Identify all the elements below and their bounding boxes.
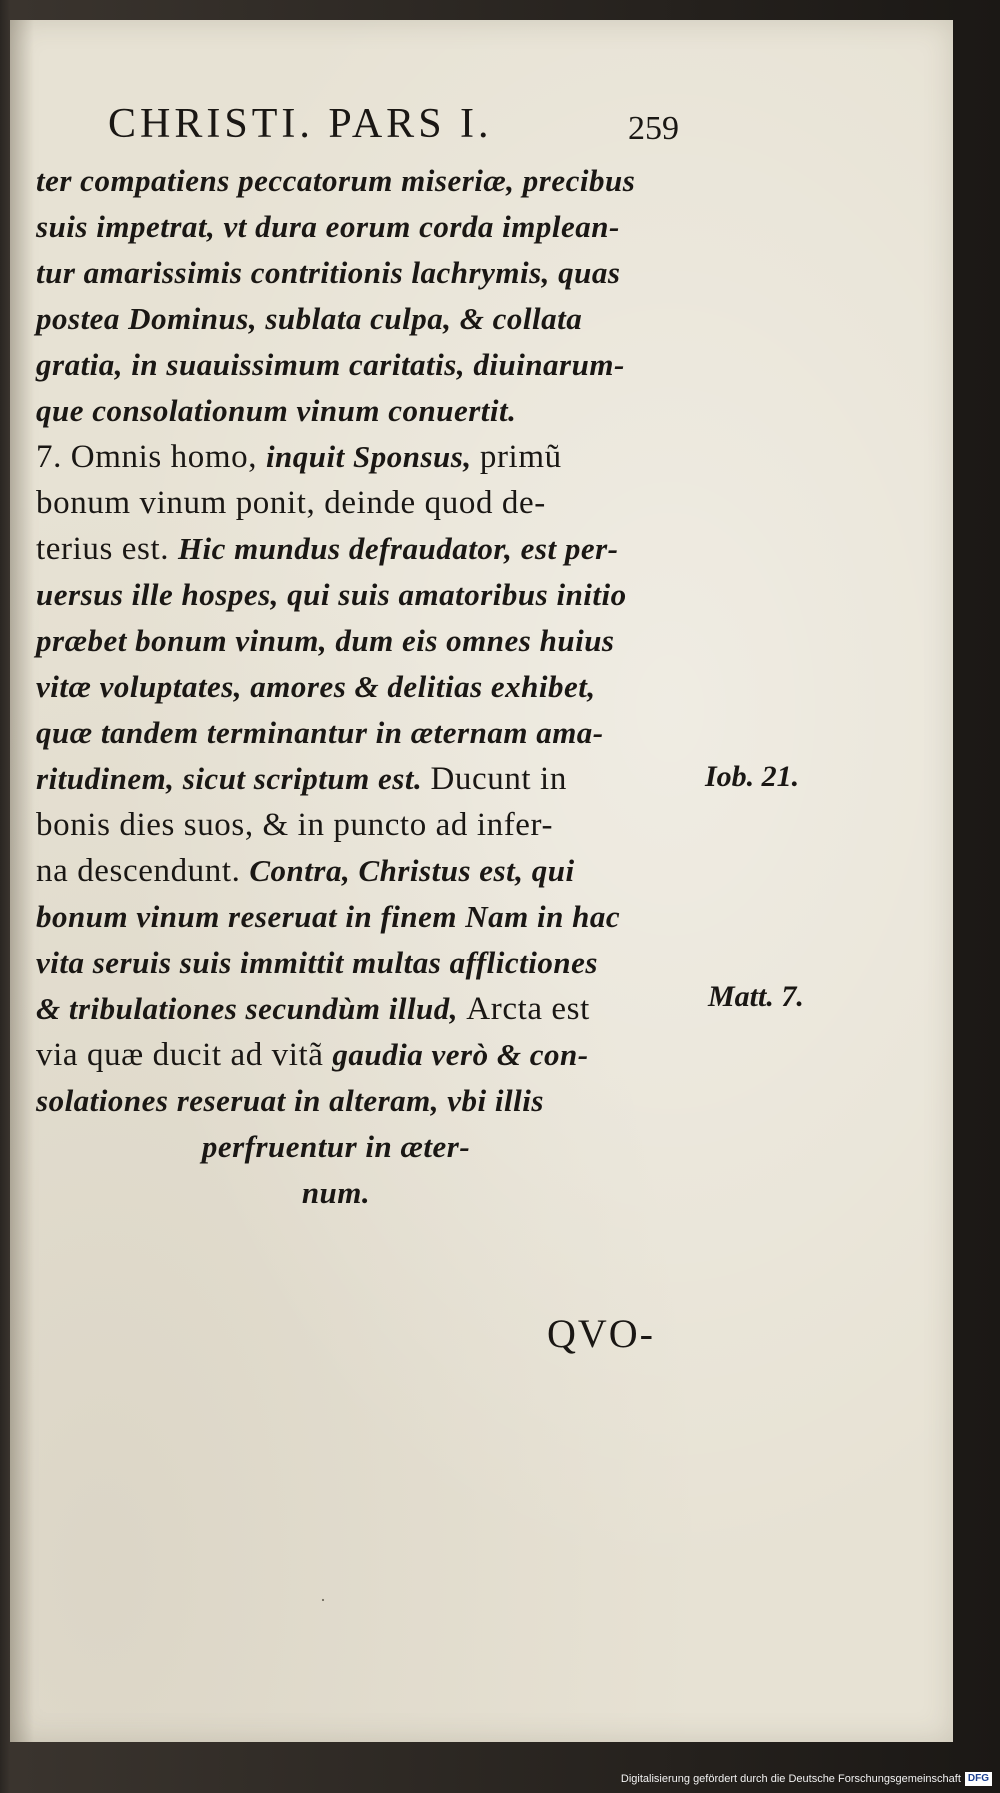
text-line [36,894,696,940]
italic-segment: vita seruis suis immittit multas afflictiones [36,945,598,980]
roman-segment: terius est. [36,531,178,567]
roman-segment: 7. Omnis homo, [36,439,266,475]
text-line [36,618,696,664]
italic-segment: suis impetrat, vt dura eorum corda implean- [36,209,620,244]
roman-segment: bonis dies suos, & in puncto ad infer- [36,807,554,843]
text-line [36,480,696,526]
italic-segment: solationes reseruat in alteram, vbi illis [36,1083,544,1118]
margin-note-job: Iob. 21. [705,760,800,793]
italic-segment: quæ tandem terminantur in æternam ama- [36,715,604,750]
text-line [36,1032,696,1078]
roman-segment: Ducunt in [430,761,567,797]
text-line [36,1170,696,1216]
book-page [10,20,953,1742]
roman-segment: bonum vinum ponit, deinde quod de- [36,485,546,521]
text-line [36,296,696,342]
italic-segment: & tribulationes secundùm illud, [36,991,467,1026]
digitization-credit [621,1769,992,1789]
margin-note-matt: Matt. 7. [708,980,804,1013]
page-header [98,92,698,162]
running-title: CHRISTI. PARS I. [108,101,493,147]
text-line [36,250,696,296]
ink-smudge: · [320,1590,326,1610]
text-line [36,940,696,986]
dfg-logo: DFG [965,1772,992,1786]
italic-segment: bonum vinum reseruat in finem Nam in hac [36,899,621,934]
text-line [36,342,696,388]
italic-segment: inquit Sponsus, [265,439,480,474]
main-text-block [36,158,696,1216]
italic-segment: Hic mundus defraudator, est per- [177,531,619,566]
italic-segment: num. [301,1175,371,1210]
text-line [36,526,696,572]
text-line [36,986,696,1032]
credit-text: Digitalisierung gefördert durch die Deutsche Forschungsgemeinschaft [620,1773,961,1785]
text-line [36,204,696,250]
italic-segment: tur amarissimis contritionis lachrymis, quas [36,255,621,290]
text-line [36,434,696,480]
italic-segment: præbet bonum vinum, dum eis omnes huius [36,623,615,658]
text-line [36,802,696,848]
roman-segment: via quæ ducit ad vitã [36,1037,333,1073]
italic-segment: vitæ voluptates, amores & delitias exhibet, [36,669,596,704]
catchword: QVO- [547,1311,655,1356]
text-line [36,1124,696,1170]
italic-segment: Contra, Christus est, qui [249,853,575,888]
text-line [36,848,696,894]
text-line [36,710,696,756]
gutter-shadow [10,20,34,1742]
text-line [36,572,696,618]
roman-segment: Arcta est [466,991,590,1027]
italic-segment: gaudia verò & con- [332,1037,589,1072]
page-number: 259 [628,110,679,147]
text-line [36,1078,696,1124]
italic-segment: uersus ille hospes, qui suis amatoribus initio [36,577,627,612]
italic-segment: que consolationum vinum conuertit. [36,393,517,428]
italic-segment: postea Dominus, sublata culpa, & collata [36,301,583,336]
text-line [36,388,696,434]
italic-segment: perfruentur in æter- [201,1129,471,1164]
italic-segment: ter compatiens peccatorum miseriæ, precibus [36,163,636,198]
roman-segment: primũ [479,439,562,475]
text-line [36,664,696,710]
text-line [36,158,696,204]
text-line [36,756,696,802]
italic-segment: ritudinem, sicut scriptum est. [36,761,431,796]
italic-segment: gratia, in suauissimum caritatis, diuinarum- [36,347,625,382]
roman-segment: na descendunt. [36,853,250,889]
